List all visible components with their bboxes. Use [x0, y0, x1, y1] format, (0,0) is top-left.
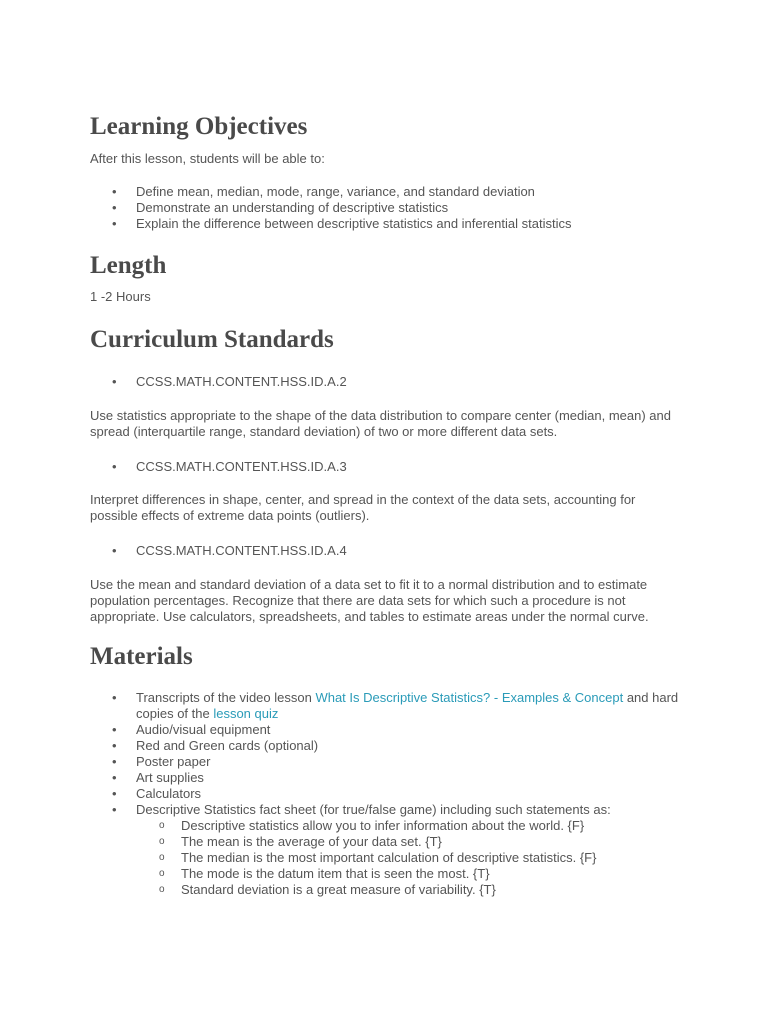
length-heading: Length [90, 252, 167, 279]
standard-list [90, 374, 680, 390]
lesson-content [90, 112, 680, 898]
list-item: • Define mean, median, mode, range, variance, and standard deviation [90, 184, 680, 200]
list-item [90, 802, 680, 898]
curriculum-standards-heading: Curriculum Standards [90, 326, 334, 353]
list-item: • Explain the difference between descriptive statistics and inferential statistics [90, 216, 680, 232]
standard-list [90, 459, 680, 475]
list-item: o The median is the most important calculation of descriptive statistics. {F} [136, 850, 680, 866]
objectives-intro: After this lesson, students will be able to: [90, 151, 325, 166]
standard-code: • CCSS.MATH.CONTENT.HSS.ID.A.2 [90, 374, 680, 390]
standard-code: • CCSS.MATH.CONTENT.HSS.ID.A.4 [90, 543, 680, 559]
length-value: 1 -2 Hours [90, 289, 151, 304]
video-lesson-link[interactable]: What Is Descriptive Statistics? - Examples & Concept [315, 690, 624, 705]
list-item: o The mean is the average of your data set. {T} [136, 834, 680, 850]
list-item: o Descriptive statistics allow you to infer information about the world. {F} [136, 818, 680, 834]
materials-list [90, 690, 680, 898]
fact-sheet-label: Descriptive Statistics fact sheet (for true/false game) including such statements as: [136, 802, 611, 817]
materials-heading: Materials [90, 643, 193, 670]
learning-objectives-heading: Learning Objectives [90, 113, 308, 140]
standard-code: • CCSS.MATH.CONTENT.HSS.ID.A.3 [90, 459, 680, 475]
list-item: • Red and Green cards (optional) [90, 738, 680, 754]
list-item: • Demonstrate an understanding of descriptive statistics [90, 200, 680, 216]
transcript-prefix: Transcripts of the video lesson [136, 690, 316, 705]
standard-description: Use the mean and standard deviation of a data set to fit it to a normal distribution and to estimate population percentages. Recognize that there are data sets for which such a procedure is not appropriate. Use calculators, spreadsheets, and tables to estimate areas under the normal curve. [90, 577, 649, 624]
standard-list [90, 543, 680, 559]
lesson-quiz-link[interactable]: lesson quiz [213, 706, 279, 721]
objectives-list [90, 184, 680, 232]
standard-description: Interpret differences in shape, center, and spread in the context of the data sets, accounting for possible effects of extreme data points (outliers). [90, 492, 636, 523]
list-item: • Poster paper [90, 754, 680, 770]
list-item: o The mode is the datum item that is seen the most. {T} [136, 866, 680, 882]
transcript-middle: and hard copies of the [136, 690, 679, 721]
list-item: • Art supplies [90, 770, 680, 786]
fact-sheet-statements [136, 818, 680, 898]
standard-description: Use statistics appropriate to the shape of the data distribution to compare center (median, mean) and spread (interquartile range, standard deviation) of two or more different data sets. [90, 408, 671, 439]
list-item [90, 690, 680, 722]
list-item: • Calculators [90, 786, 680, 802]
list-item: • Audio/visual equipment [90, 722, 680, 738]
list-item: o Standard deviation is a great measure of variability. {T} [136, 882, 680, 898]
